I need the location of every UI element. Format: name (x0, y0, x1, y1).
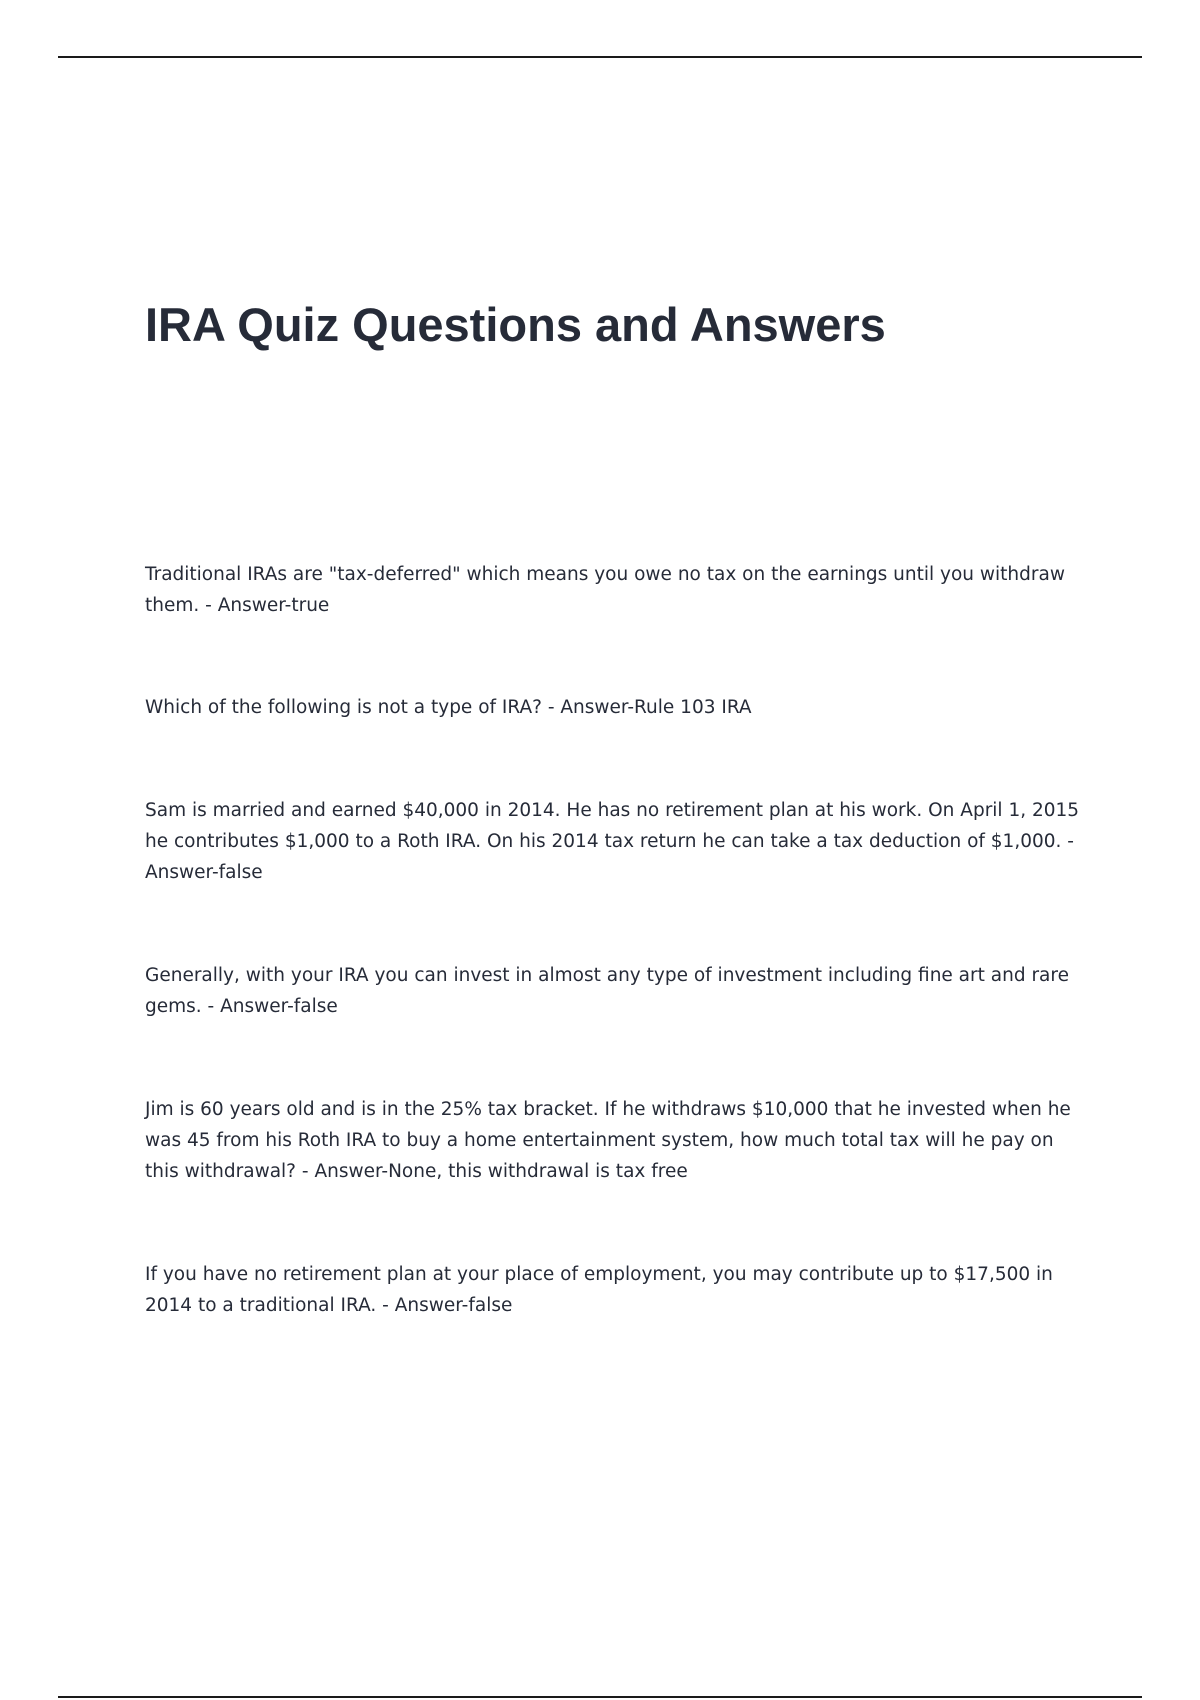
answer-text: Answer-false (394, 1295, 513, 1316)
question-text: Which of the following is not a type of IRA? (145, 697, 542, 718)
answer-text: Answer-false (220, 996, 338, 1017)
qa-item (145, 960, 1085, 1022)
question-text: Jim is 60 years old and is in the 25% tax bracket. If he withdraws $10,000 that he invested when he was 45 from his Roth IRA to buy a home entertainment system, how much total tax will he pay on this withdrawal? (145, 1099, 1071, 1182)
qa-item (145, 795, 1085, 888)
qa-item (145, 692, 1085, 723)
qa-separator: - (201, 996, 221, 1017)
footer-rule (58, 1696, 1142, 1698)
answer-text: Answer-false (145, 862, 263, 883)
page-title: IRA Quiz Questions and Answers (145, 298, 886, 351)
qa-separator: - (1061, 831, 1074, 852)
qa-separator: - (296, 1161, 315, 1182)
answer-text: Answer-Rule 103 IRA (560, 697, 752, 718)
qa-separator: - (199, 595, 218, 616)
qa-item (145, 1094, 1085, 1187)
qa-item (145, 559, 1085, 621)
header-rule (58, 56, 1142, 58)
question-text: If you have no retirement plan at your place of employment, you may contribute up to $17,500 in 2014 to a traditional IRA. (145, 1264, 1053, 1316)
qa-separator: - (376, 1295, 395, 1316)
question-text: Sam is married and earned $40,000 in 2014. He has no retirement plan at his work. On April 1, 2015 he contributes $1,000 to a Roth IRA. On his 2014 tax return he can take a tax deduction of $1,000. (145, 800, 1080, 852)
answer-text: Answer-true (217, 595, 330, 616)
question-text: Generally, with your IRA you can invest in almost any type of investment including fine art and rare gems. (145, 965, 1069, 1017)
question-text: Traditional IRAs are "tax-deferred" which means you owe no tax on the earnings until you withdraw them. (145, 564, 1065, 616)
qa-item (145, 1259, 1085, 1321)
qa-separator: - (541, 697, 561, 718)
answer-text: Answer-None, this withdrawal is tax free (314, 1161, 688, 1182)
